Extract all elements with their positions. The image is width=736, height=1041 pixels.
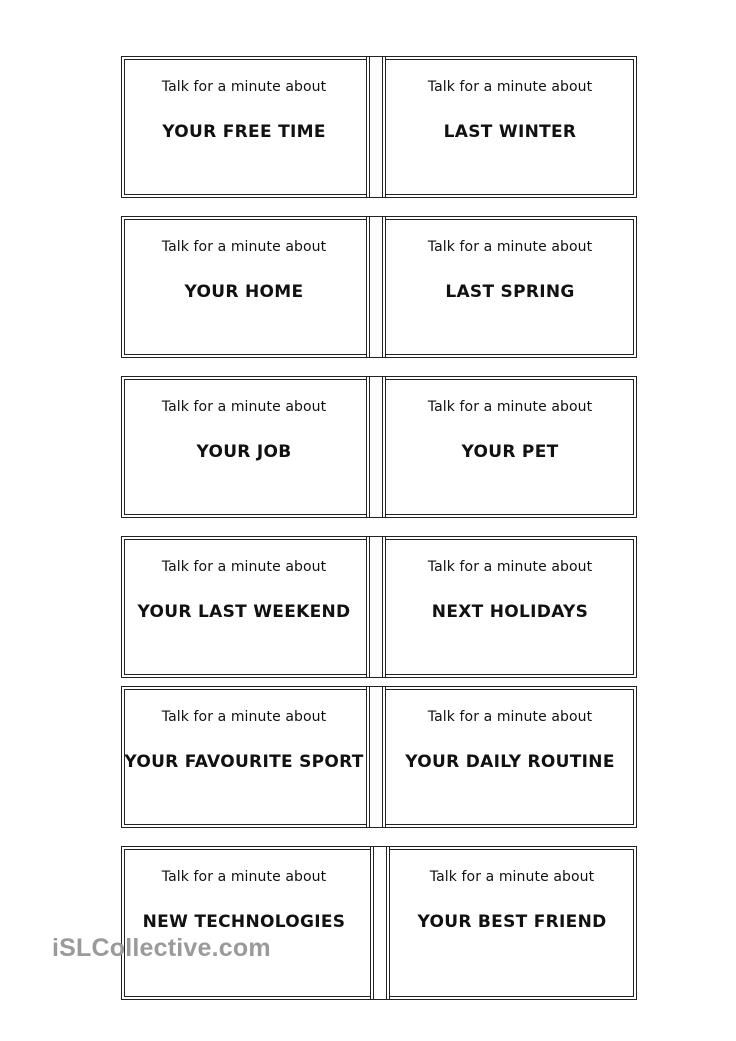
card-your-daily-routine (386, 687, 634, 827)
watermark-logo: iSLCollective.com (52, 934, 271, 962)
card-intro: Talk for a minute about (161, 79, 327, 95)
card-intro: Talk for a minute about (161, 399, 327, 415)
card-topic: NEW TECHNOLOGIES (142, 912, 346, 932)
card-your-free-time (122, 57, 366, 197)
card-topic: NEXT HOLIDAYS (431, 602, 589, 622)
card-last-winter (386, 57, 634, 197)
card-intro: Talk for a minute about (161, 559, 327, 575)
fold-line (366, 377, 386, 517)
card-intro: Talk for a minute about (429, 869, 595, 885)
card-topic: YOUR PET (461, 442, 559, 462)
card-next-holidays (386, 537, 634, 677)
card-intro: Talk for a minute about (161, 709, 327, 725)
card-topic: YOUR BEST FRIEND (417, 912, 607, 932)
fold-line (366, 537, 386, 677)
card-your-job (122, 377, 366, 517)
card-topic: YOUR JOB (196, 442, 292, 462)
card-intro: Talk for a minute about (161, 869, 327, 885)
card-your-last-weekend (122, 537, 366, 677)
card-your-home (122, 217, 366, 357)
card-intro: Talk for a minute about (161, 239, 327, 255)
card-intro: Talk for a minute about (427, 709, 593, 725)
fold-line (366, 687, 386, 827)
card-topic: LAST SPRING (445, 282, 575, 302)
fold-line (366, 57, 386, 197)
card-intro: Talk for a minute about (427, 559, 593, 575)
card-your-favourite-sport (122, 687, 366, 827)
card-topic: LAST WINTER (443, 122, 577, 142)
card-row-3 (121, 376, 637, 518)
card-intro: Talk for a minute about (427, 239, 593, 255)
card-row-5 (121, 686, 637, 828)
card-row-4 (121, 536, 637, 678)
card-row-6 (121, 846, 637, 1000)
card-topic: YOUR FAVOURITE SPORT (124, 752, 364, 772)
fold-line (366, 217, 386, 357)
card-last-spring (386, 217, 634, 357)
card-your-best-friend (390, 847, 634, 999)
card-new-technologies (122, 847, 366, 999)
card-row-1 (121, 56, 637, 198)
card-topic: YOUR DAILY ROUTINE (405, 752, 615, 772)
card-your-pet (386, 377, 634, 517)
fold-line (370, 847, 390, 999)
card-topic: YOUR LAST WEEKEND (137, 602, 351, 622)
card-intro: Talk for a minute about (427, 399, 593, 415)
card-row-2 (121, 216, 637, 358)
card-topic: YOUR HOME (184, 282, 304, 302)
card-intro: Talk for a minute about (427, 79, 593, 95)
card-topic: YOUR FREE TIME (162, 122, 326, 142)
